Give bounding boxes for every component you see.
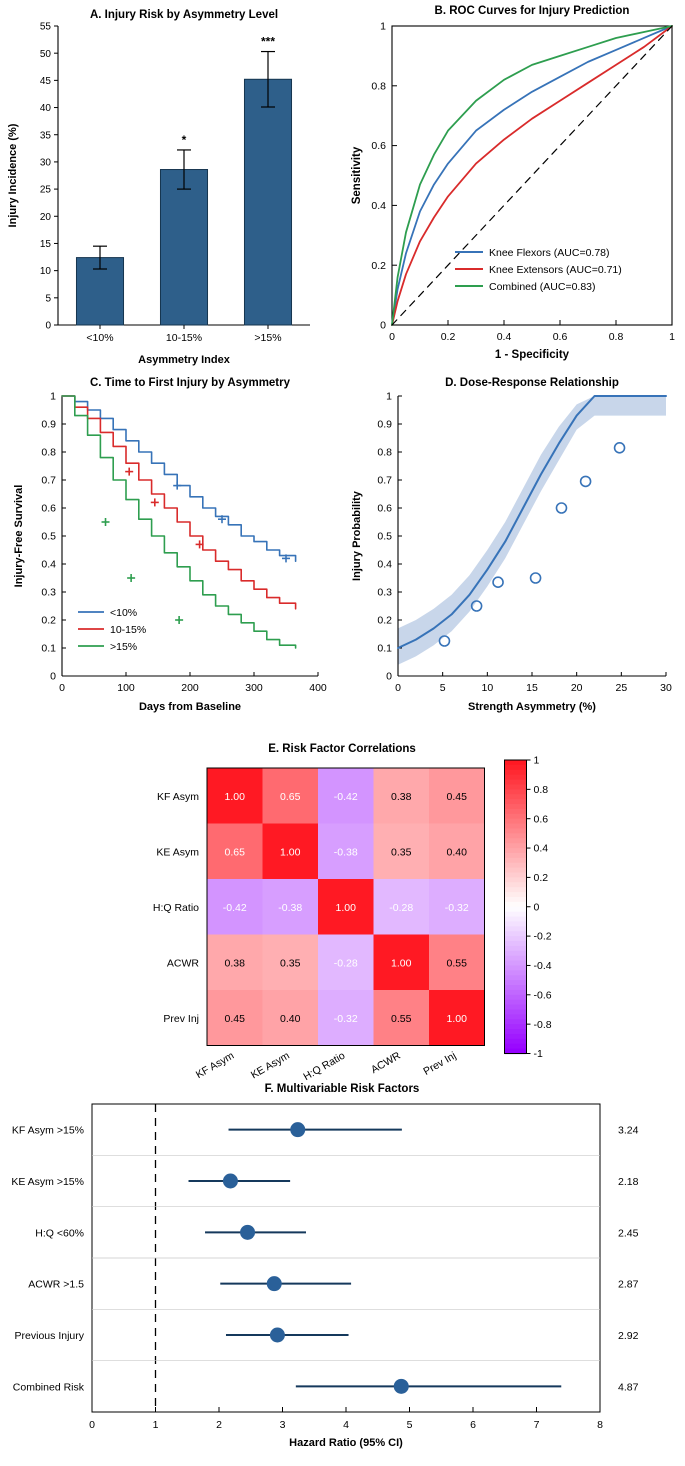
panel-f-x-ticklabel: 6 <box>470 1419 476 1431</box>
panel-c-legend-label: >15% <box>110 640 138 653</box>
panel-b-x-ticklabel: 0.2 <box>440 331 456 343</box>
panel-e-cell-value: 1.00 <box>391 957 412 970</box>
panel-e-colorbar-segment <box>505 863 527 868</box>
panel-e-cell-value: -0.32 <box>444 901 469 914</box>
panel-e-col-label: H:Q Ratio <box>301 1049 348 1084</box>
panel-a-x-ticklabel: <10% <box>86 332 114 344</box>
panel-c-y-ticklabel: 0.5 <box>41 530 56 543</box>
panel-a-bar <box>160 170 207 325</box>
panel-e-colorbar-segment <box>505 1005 527 1010</box>
panel-c-y-ticklabel: 0.8 <box>41 446 56 459</box>
panel-d-y-axis-label: Injury Probability <box>351 491 363 581</box>
panel-c-x-axis-label: Days from Baseline <box>138 701 242 713</box>
panel-e-colorbar-segment <box>505 1034 527 1039</box>
panel-f-x-ticklabel: 0 <box>89 1419 95 1431</box>
panel-f-row-value: 2.92 <box>618 1330 639 1342</box>
panel-e-cell-value: 0.40 <box>280 1012 301 1025</box>
panel-f-row-value: 4.87 <box>618 1381 639 1394</box>
panel-e-colorbar-ticklabel: -0.8 <box>533 1018 552 1031</box>
panel-f-row-value: 2.87 <box>618 1278 639 1291</box>
panel-e-colorbar-segment <box>505 824 527 829</box>
panel-e-colorbar-segment <box>505 765 527 770</box>
panel-f-x-ticklabel: 3 <box>279 1419 286 1431</box>
panel-e-colorbar-segment <box>505 760 527 765</box>
panel-c-title: C. Time to First Injury by Asymmetry <box>89 377 291 389</box>
panel-e-row-label: Prev Inj <box>163 1012 199 1025</box>
panel-e-colorbar-ticklabel: 0.4 <box>533 842 549 855</box>
panel-e-colorbar-segment <box>505 868 527 873</box>
panel-d-y-ticklabel: 0.7 <box>377 474 392 487</box>
panel-d-data-point <box>439 636 449 646</box>
panel-d-x-ticklabel: 10 <box>481 682 494 694</box>
panel-e-cell-value: 1.00 <box>446 1012 467 1025</box>
panel-f-estimate-marker <box>290 1122 305 1137</box>
panel-b-x-ticklabel: 0.6 <box>552 331 568 343</box>
panel-e-colorbar-segment <box>505 775 527 780</box>
panel-d-x-ticklabel: 5 <box>439 682 446 694</box>
panel-a-significance-marker: *** <box>260 34 276 49</box>
panel-c-x-ticklabel: 300 <box>245 682 263 694</box>
panel-f-estimate-marker <box>267 1276 282 1291</box>
panel-f-row-label: KF Asym >15% <box>11 1124 84 1137</box>
panel-e-colorbar-segment <box>505 956 527 961</box>
panel-e-colorbar-segment <box>505 931 527 936</box>
panel-b-y-ticklabel: 0 <box>380 319 386 332</box>
panel-e-colorbar-segment <box>505 1014 527 1019</box>
panel-d-y-ticklabel: 0.8 <box>377 446 392 459</box>
panel-f-title: F. Multivariable Risk Factors <box>264 1083 420 1095</box>
panel-b-y-ticklabel: 0.4 <box>371 200 386 212</box>
panel-f-estimate-marker <box>394 1379 409 1394</box>
panel-b-y-ticklabel: 0.6 <box>371 140 386 153</box>
panel-e-colorbar-segment <box>505 990 527 995</box>
panel-e-colorbar-ticklabel: -0.4 <box>533 960 552 973</box>
panel-e-colorbar-segment <box>505 946 527 951</box>
panel-f-row-label: H:Q <60% <box>35 1227 84 1240</box>
panel-f-estimate-marker <box>270 1328 285 1343</box>
panel-e-colorbar-ticklabel: -0.2 <box>533 930 552 943</box>
panel-e-colorbar-segment <box>505 784 527 789</box>
panel-e-colorbar-segment <box>505 828 527 833</box>
panel-e-colorbar-segment <box>505 873 527 878</box>
panel-b-title: B. ROC Curves for Injury Prediction <box>434 5 630 17</box>
panel-e-cell-value: 1.00 <box>335 901 356 914</box>
panel-c-y-ticklabel: 1 <box>50 390 56 403</box>
panel-a-y-axis-label: Injury Incidence (%) <box>7 123 19 228</box>
panel-e-colorbar-segment <box>505 1024 527 1029</box>
panel-d-x-ticklabel: 20 <box>570 682 583 694</box>
panel-e-cell-value: 0.35 <box>280 957 301 970</box>
panel-a-x-axis-label: Asymmetry Index <box>138 354 230 366</box>
panel-e-colorbar-segment <box>505 887 527 892</box>
panel-e-cell-value: -0.42 <box>222 901 247 914</box>
panel-e-colorbar-segment <box>505 902 527 907</box>
panel-e-row-label: ACWR <box>166 957 199 970</box>
panel-c-y-ticklabel: 0.9 <box>41 418 56 431</box>
panel-a-y-ticklabel: 40 <box>39 103 51 115</box>
panel-c-y-ticklabel: 0.2 <box>41 614 56 627</box>
panel-a-y-ticklabel: 30 <box>39 157 51 169</box>
panel-b-y-ticklabel: 0.2 <box>371 259 386 272</box>
panel-d-x-ticklabel: 0 <box>395 682 401 694</box>
panel-a-bar <box>244 79 291 325</box>
panel-b-x-ticklabel: 1 <box>669 331 675 343</box>
panel-e-row-label: KF Asym <box>156 790 199 803</box>
panel-c-series-step <box>62 396 296 561</box>
panel-a-y-ticklabel: 50 <box>39 48 51 60</box>
panel-e-row-label: H:Q Ratio <box>152 901 199 914</box>
panel-f-x-ticklabel: 5 <box>406 1419 413 1431</box>
panel-e-colorbar-ticklabel: 0.6 <box>533 813 549 826</box>
panel-e-cell-value: 0.35 <box>391 846 412 859</box>
panel-b-x-axis-label: 1 - Specificity <box>494 349 570 361</box>
panel-d-data-point <box>556 503 566 513</box>
panel-e-col-label: Prev Inj <box>421 1049 459 1078</box>
panel-f-x-ticklabel: 4 <box>343 1419 349 1431</box>
panel-b-y-ticklabel: 1 <box>380 20 386 33</box>
panel-e-colorbar-segment <box>505 804 527 809</box>
panel-e-colorbar-segment <box>505 794 527 799</box>
panel-e-cell-value: 0.65 <box>280 790 301 803</box>
panel-f-row-label: ACWR >1.5 <box>28 1278 84 1291</box>
panel-d-x-ticklabel: 15 <box>526 682 538 694</box>
panel-c-y-ticklabel: 0.1 <box>41 642 56 655</box>
panel-c-x-ticklabel: 200 <box>181 682 199 694</box>
panel-f-row-value: 2.18 <box>618 1176 639 1188</box>
panel-e-colorbar-segment <box>505 1009 527 1014</box>
panel-f-estimate-marker <box>240 1225 255 1240</box>
panel-f-x-ticklabel: 2 <box>216 1419 222 1431</box>
panel-d-y-ticklabel: 0.5 <box>377 530 392 543</box>
panel-c-legend-label: 10-15% <box>110 623 147 636</box>
panel-e-colorbar-ticklabel: -1 <box>533 1048 543 1061</box>
panel-c-y-ticklabel: 0.4 <box>41 558 56 571</box>
panel-e-colorbar-ticklabel: 1 <box>533 754 540 767</box>
panel-e-cell-value: 0.40 <box>446 846 467 859</box>
panel-e-colorbar-segment <box>505 970 527 975</box>
panel-e-colorbar-segment <box>505 848 527 853</box>
panel-a-y-ticklabel: 0 <box>45 320 51 332</box>
panel-f-row-label: Previous Injury <box>14 1330 84 1342</box>
panel-e-colorbar-segment <box>505 1029 527 1034</box>
panel-e-colorbar-segment <box>505 897 527 902</box>
panel-e-cell-value: -0.42 <box>333 790 358 803</box>
panel-f-row-label: KE Asym >15% <box>11 1176 84 1188</box>
panel-e-cell-value: 0.38 <box>224 957 245 970</box>
panel-e-colorbar-segment <box>505 892 527 897</box>
panel-d-y-ticklabel: 0.9 <box>377 418 392 431</box>
panel-a-y-ticklabel: 45 <box>39 75 51 87</box>
panel-e-colorbar-ticklabel: -0.6 <box>533 989 552 1002</box>
panel-e-colorbar-segment <box>505 770 527 775</box>
panel-d-data-point <box>581 476 591 486</box>
panel-e-row-label: KE Asym <box>156 846 199 859</box>
panel-e-colorbar-segment <box>505 799 527 804</box>
panel-a-y-ticklabel: 5 <box>45 293 51 305</box>
panel-e-cell-value: -0.38 <box>333 846 358 859</box>
panel-b-x-ticklabel: 0.8 <box>608 331 624 343</box>
panel-f-x-axis-label: Hazard Ratio (95% CI) <box>289 1437 403 1449</box>
panel-d-data-point <box>493 577 503 587</box>
panel-c-legend-label: <10% <box>110 606 138 619</box>
panel-d-y-ticklabel: 1 <box>386 390 392 403</box>
panel-a-y-ticklabel: 10 <box>39 266 51 278</box>
panel-d-x-ticklabel: 25 <box>615 682 628 694</box>
panel-b-y-axis-label: Sensitivity <box>351 146 363 205</box>
panel-b-y-ticklabel: 0.8 <box>371 80 386 93</box>
panel-e-col-label: KF Asym <box>193 1049 237 1082</box>
panel-a-y-ticklabel: 20 <box>39 211 51 223</box>
panel-f-x-ticklabel: 7 <box>533 1419 540 1431</box>
panel-a-y-ticklabel: 25 <box>39 184 51 196</box>
panel-e-colorbar-segment <box>505 921 527 926</box>
panel-f-x-ticklabel: 1 <box>152 1419 159 1431</box>
panel-d-x-ticklabel: 30 <box>660 682 672 694</box>
panel-e-cell-value: 0.45 <box>446 790 467 803</box>
panel-e-colorbar-segment <box>505 995 527 1000</box>
panel-e-colorbar-segment <box>505 917 527 922</box>
panel-e-colorbar-segment <box>505 1039 527 1044</box>
panel-e-colorbar-segment <box>505 780 527 785</box>
panel-e-colorbar-segment <box>505 926 527 931</box>
panel-c-x-ticklabel: 100 <box>117 682 135 694</box>
panel-e-colorbar-segment <box>505 809 527 814</box>
panel-a-x-ticklabel: >15% <box>254 332 282 344</box>
panel-c-y-axis-label: Injury-Free Survival <box>13 484 25 588</box>
panel-b-legend-label: Knee Extensors (AUC=0.71) <box>489 263 622 276</box>
panel-e-cell-value: -0.38 <box>278 901 303 914</box>
panel-a-x-ticklabel: 10-15% <box>165 332 203 344</box>
panel-e-colorbar-segment <box>505 936 527 941</box>
panel-e-col-label: ACWR <box>368 1049 403 1077</box>
panel-e-cell-value: 0.55 <box>391 1012 412 1025</box>
panel-e-colorbar-segment <box>505 961 527 966</box>
panel-a-y-ticklabel: 15 <box>39 239 51 251</box>
panel-e-cell-value: 1.00 <box>224 790 245 803</box>
panel-b-x-ticklabel: 0 <box>389 331 395 343</box>
panel-c-series-step <box>62 396 296 609</box>
panel-e-colorbar-segment <box>505 789 527 794</box>
panel-e-cell-value: 1.00 <box>280 846 301 859</box>
panel-d-y-ticklabel: 0.2 <box>377 614 392 627</box>
panel-e-title: E. Risk Factor Correlations <box>268 743 416 755</box>
panel-e-col-label: KE Asym <box>248 1049 292 1082</box>
panel-e-colorbar-segment <box>505 858 527 863</box>
panel-e-colorbar-segment <box>505 853 527 858</box>
panel-b-legend-label: Combined (AUC=0.83) <box>489 280 596 293</box>
panel-e-cell-value: 0.45 <box>224 1012 245 1025</box>
panel-e-colorbar-segment <box>505 965 527 970</box>
panel-e-colorbar-segment <box>505 1044 527 1049</box>
panel-d-y-ticklabel: 0.6 <box>377 502 392 515</box>
panel-c-y-ticklabel: 0.3 <box>41 586 56 599</box>
panel-c-y-ticklabel: 0 <box>50 670 56 683</box>
panel-e-cell-value: -0.28 <box>389 901 414 914</box>
panel-e-colorbar-ticklabel: 0.2 <box>533 872 549 884</box>
panel-c-x-ticklabel: 0 <box>59 682 65 694</box>
panel-d-data-point <box>615 443 625 453</box>
panel-b-legend-label: Knee Flexors (AUC=0.78) <box>489 246 610 259</box>
panel-a-significance-marker: * <box>181 132 187 147</box>
panel-f-estimate-marker <box>223 1174 238 1189</box>
panel-e-colorbar-segment <box>505 877 527 882</box>
panel-e-colorbar-ticklabel: 0.8 <box>533 783 549 796</box>
panel-c-y-ticklabel: 0.6 <box>41 502 56 515</box>
panel-e-colorbar-segment <box>505 975 527 980</box>
panel-a-y-ticklabel: 35 <box>39 130 51 142</box>
panel-e-colorbar-segment <box>505 980 527 985</box>
panel-e-colorbar-segment <box>505 814 527 819</box>
panel-e-cell-value: -0.28 <box>333 957 358 970</box>
panel-c-x-ticklabel: 400 <box>309 682 327 694</box>
panel-d-y-ticklabel: 0.3 <box>377 586 392 599</box>
panel-a-y-ticklabel: 55 <box>39 21 51 33</box>
panel-b-x-ticklabel: 0.4 <box>496 331 512 343</box>
panel-e-colorbar-segment <box>505 912 527 917</box>
panel-e-colorbar-segment <box>505 819 527 824</box>
panel-f-row-value: 3.24 <box>618 1124 639 1137</box>
panel-f-x-ticklabel: 8 <box>597 1419 603 1431</box>
panel-d-data-point <box>531 573 541 583</box>
panel-e-colorbar-segment <box>505 1000 527 1005</box>
panel-e-cell-value: 0.38 <box>391 790 412 803</box>
panel-e-colorbar-segment <box>505 838 527 843</box>
panel-e-colorbar-ticklabel: 0 <box>533 901 540 914</box>
panel-e-colorbar-segment <box>505 1019 527 1024</box>
panel-d-y-ticklabel: 0.1 <box>377 642 392 655</box>
panel-d-y-ticklabel: 0 <box>386 670 392 683</box>
panel-e-cell-value: 0.55 <box>446 957 467 970</box>
panel-e-colorbar-segment <box>505 882 527 887</box>
panel-e-colorbar-segment <box>505 941 527 946</box>
panel-a-title: A. Injury Risk by Asymmetry Level <box>89 9 279 21</box>
panel-e-colorbar-segment <box>505 833 527 838</box>
panel-d-title: D. Dose-Response Relationship <box>445 377 619 389</box>
panel-e-colorbar-segment <box>505 985 527 990</box>
panel-d-x-axis-label: Strength Asymmetry (%) <box>468 701 596 713</box>
panel-c-y-ticklabel: 0.7 <box>41 474 56 487</box>
panel-e-colorbar-segment <box>505 907 527 912</box>
panel-e-cell-value: -0.32 <box>333 1012 358 1025</box>
panel-e-colorbar-segment <box>505 951 527 956</box>
panel-f-row-label: Combined Risk <box>12 1381 84 1394</box>
panel-e-cell-value: 0.65 <box>224 846 245 859</box>
panel-f-row-value: 2.45 <box>618 1227 639 1240</box>
panel-e-colorbar-segment <box>505 843 527 848</box>
panel-d-y-ticklabel: 0.4 <box>377 558 392 571</box>
